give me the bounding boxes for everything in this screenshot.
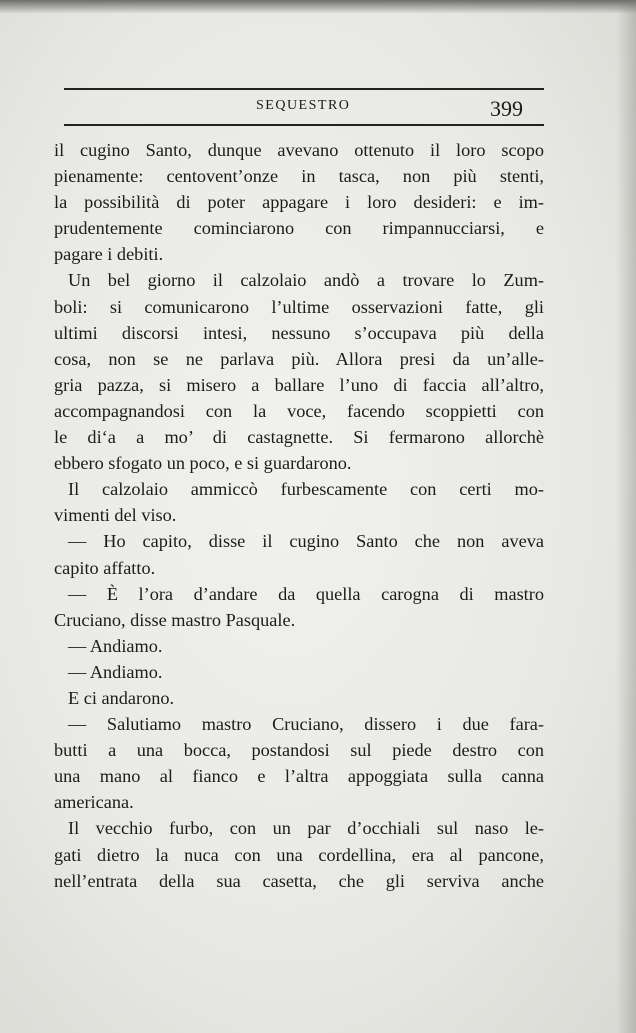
text-line: capito affatto. (54, 557, 156, 578)
text-line: gati dietro la nuca con una cordellina, era al pancone, (54, 844, 544, 865)
text-line: butti a una bocca, postandosi sul piede destro con (54, 740, 544, 761)
text-line: prudentemente cominciarono con rimpannucciarsi, e (54, 218, 544, 239)
text-line: vimenti del viso. (54, 505, 177, 526)
text-line: le di‘a a mo’ di castagnette. Si fermarono allorchè (54, 427, 544, 448)
page-edge-shadow (616, 0, 636, 1033)
text-line: il cugino Santo, dunque avevano ottenuto il loro scopo (54, 140, 544, 160)
text-line: Cruciano, disse mastro Pasquale. (54, 609, 296, 630)
text-line: pagare i debiti. (54, 244, 164, 265)
text-line: — Salutiamo mastro Cruciano, dissero i due fara- (68, 714, 544, 735)
body-text (54, 137, 544, 894)
text-line: Un bel giorno il calzolaio andò a trovare lo Zum- (68, 270, 544, 291)
text-line: ultimi discorsi intesi, nessuno s’occupava più della (54, 322, 544, 343)
header-rule-bottom (64, 124, 544, 126)
text-line: una mano al fianco e l’altra appoggiata sulla canna (54, 766, 544, 787)
text-line: nell’entrata della sua casetta, che gli serviva anche (54, 870, 544, 891)
page-top-shadow (0, 0, 636, 14)
text-line: americana. (54, 792, 134, 813)
text-line: gria pazza, si misero a ballare l’uno di faccia all’altro, (54, 374, 544, 395)
header-rule-top (64, 88, 544, 90)
text-line: E ci andarono. (68, 687, 175, 708)
text-line: — Andiamo. (68, 661, 163, 682)
text-line: pienamente: centovent’onze in tasca, non più stenti, (54, 166, 544, 187)
text-line: — È l’ora d’andare da quella carogna di mastro (68, 583, 544, 604)
running-title: SEQUESTRO (256, 98, 351, 113)
text-line: — Andiamo. (68, 635, 163, 656)
text-line: accompagnandosi con la voce, facendo scoppietti con (54, 400, 544, 421)
page-number: 399 (490, 96, 523, 121)
text-line: — Ho capito, disse il cugino Santo che non aveva (68, 531, 544, 552)
text-line: cosa, non se ne parlava più. Allora presi da un’alle- (54, 348, 544, 369)
text-line: Il vecchio furbo, con un par d’occhiali sul naso le- (68, 818, 544, 839)
text-line: Il calzolaio ammiccò furbescamente con certi mo- (68, 479, 544, 500)
text-line: la possibilità di poter appagare i loro desideri: e im- (54, 192, 544, 213)
text-line: ebbero sfogato un poco, e si guardarono. (54, 453, 352, 474)
text-line: boli: si comunicarono l’ultime osservazioni fatte, gli (54, 296, 544, 317)
